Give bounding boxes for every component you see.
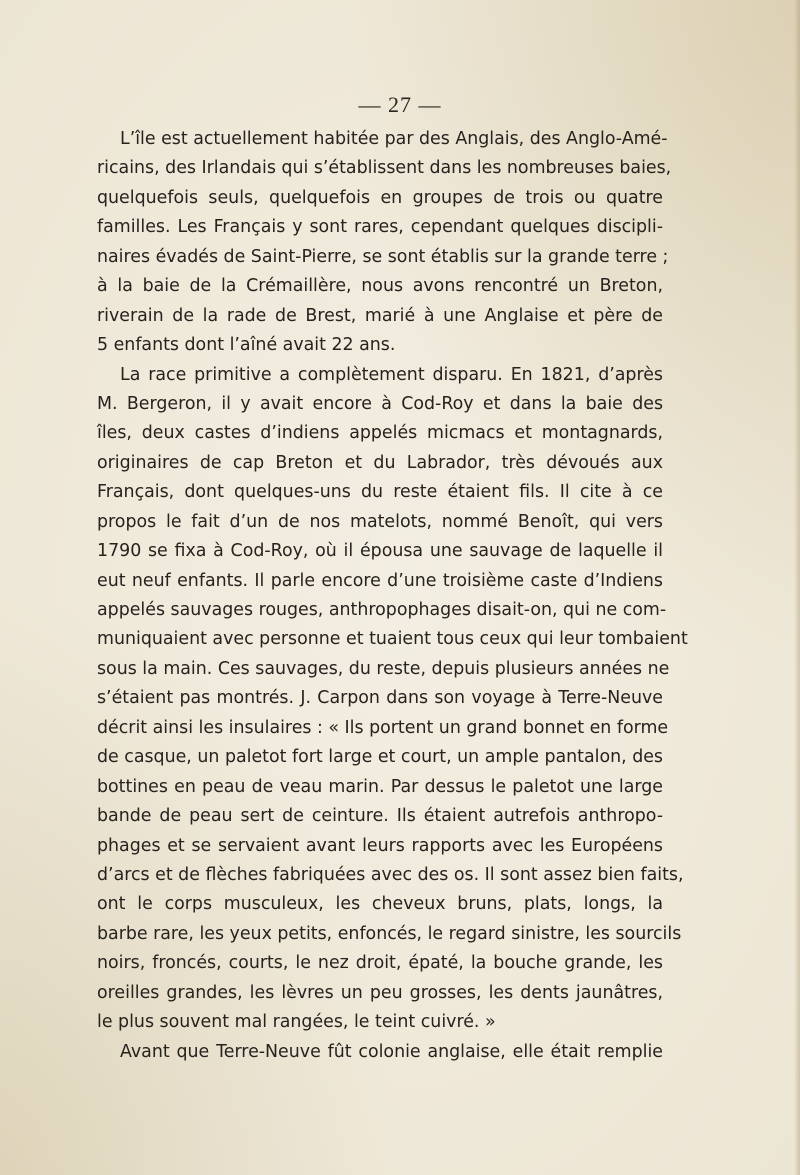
text-line: eut neuf enfants. Il parle encore d’une troisième caste d’Indiens bbox=[97, 570, 663, 591]
text-line: s’étaient pas montrés. J. Carpon dans son voyage à Terre-Neuve bbox=[97, 688, 663, 709]
text-line: L’île est actuellement habitée par des Anglais, des Anglo-Amé- bbox=[120, 129, 668, 149]
text-line: familles. Les Français y sont rares, cependant quelques discipli- bbox=[97, 217, 663, 238]
text-line: phages et se servaient avant leurs rapports avec les Européens bbox=[97, 835, 663, 856]
body-text bbox=[97, 125, 688, 1067]
text-line: oreilles grandes, les lèvres un peu grosses, les dents jaunâtres, bbox=[97, 982, 663, 1003]
text-line: propos le fait d’un de nos matelots, nommé Benoît, qui vers bbox=[97, 511, 663, 532]
text-line: bande de peau sert de ceinture. Ils étaient autrefois anthropo- bbox=[97, 806, 663, 827]
text-line: à la baie de la Crémaillère, nous avons rencontré un Breton, bbox=[97, 276, 663, 297]
page-number: — 27 — bbox=[358, 92, 442, 117]
text-line: M. Bergeron, il y avait encore à Cod-Roy et dans la baie des bbox=[97, 393, 663, 414]
text-line: Avant que Terre-Neuve fût colonie anglaise, elle était remplie bbox=[120, 1041, 663, 1062]
text-line: appelés sauvages rouges, anthropophages disait-on, qui ne com- bbox=[97, 600, 667, 620]
text-line: le plus souvent mal rangées, le teint cuivré. » bbox=[97, 1012, 496, 1033]
text-line: naires évadés de Saint-Pierre, se sont établis sur la grande terre ; bbox=[97, 246, 669, 267]
text-line: 1790 se fixa à Cod-Roy, où il épousa une sauvage de laquelle il bbox=[97, 541, 663, 562]
text-line: îles, deux castes d’indiens appelés micmacs et montagnards, bbox=[97, 423, 663, 444]
text-line: La race primitive a complètement disparu. En 1821, d’après bbox=[120, 364, 663, 385]
text-line: 5 enfants dont l’aîné avait 22 ans. bbox=[97, 335, 396, 356]
text-line: barbe rare, les yeux petits, enfoncés, le regard sinistre, les sourcils bbox=[97, 923, 682, 944]
text-line: d’arcs et de flèches fabriquées avec des os. Il sont assez bien faits, bbox=[97, 864, 684, 885]
text-line: originaires de cap Breton et du Labrador, très dévoués aux bbox=[97, 452, 663, 473]
text-line: riverain de la rade de Brest, marié à une Anglaise et père de bbox=[97, 305, 663, 326]
text-line: quelquefois seuls, quelquefois en groupes de trois ou quatre bbox=[97, 187, 663, 208]
text-line: ont le corps musculeux, les cheveux bruns, plats, longs, la bbox=[97, 894, 663, 915]
text-line: décrit ainsi les insulaires : « Ils portent un grand bonnet en forme bbox=[97, 717, 669, 738]
text-line: Français, dont quelques-uns du reste étaient fils. Il cite à ce bbox=[97, 482, 663, 503]
text-line: noirs, froncés, courts, le nez droit, épaté, la bouche grande, les bbox=[97, 953, 663, 974]
text-line: sous la main. Ces sauvages, du reste, depuis plusieurs années ne bbox=[97, 658, 670, 679]
text-line: muniquaient avec personne et tuaient tous ceux qui leur tombaient bbox=[97, 629, 688, 650]
text-line: ricains, des Irlandais qui s’établissent dans les nombreuses baies, bbox=[97, 158, 672, 179]
text-line: de casque, un paletot fort large et court, un ample pantalon, des bbox=[97, 747, 663, 768]
page-edge-shadow bbox=[794, 0, 800, 1175]
text-line: bottines en peau de veau marin. Par dessus le paletot une large bbox=[97, 776, 663, 797]
